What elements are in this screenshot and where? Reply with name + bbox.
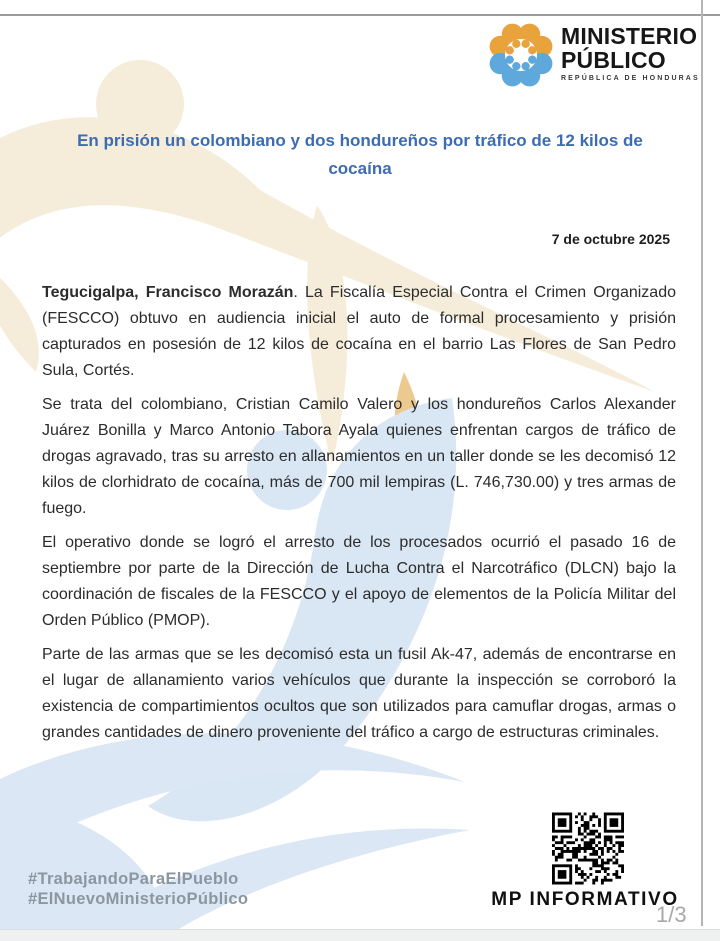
paragraph — [42, 392, 676, 522]
logo-name-line1: MINISTERIO — [561, 23, 698, 49]
page-indicator: 1/3 — [656, 902, 687, 927]
logo-wordmark — [561, 24, 700, 82]
logo-name-line2: PÚBLICO — [561, 47, 666, 73]
top-divider — [0, 14, 720, 16]
article-title: En prisión un colombiano y dos hondureños por tráfico de 12 kilos de cocaína — [77, 131, 643, 178]
paragraph-text: Parte de las armas que se les decomisó esta un fusil Ak-47, además de encontrarse en el lugar de allanamiento varios vehículos que durante la inspección se corroboró la existencia de compartimientos ocultos que son utilizados para camuflar drogas, armas o grandes cantidades de dinero proveniente del tráfico a cargo de estructuras criminales. — [42, 646, 676, 741]
paragraph — [42, 642, 676, 746]
paragraph-lead: Tegucigalpa, Francisco Morazán — [42, 284, 294, 301]
logo-emblem-icon — [486, 18, 556, 92]
mp-informativo-label: MP INFORMATIVO — [491, 889, 679, 910]
article-body — [42, 280, 676, 754]
qr-code-icon — [552, 810, 624, 887]
bottom-strip — [0, 929, 720, 941]
article-date: 7 de octubre 2025 — [551, 231, 670, 247]
hashtag: #ElNuevoMinisterioPúblico — [28, 890, 249, 908]
paragraph-text: . La Fiscalía Especial Contra el Crimen Organizado (FESCCO) obtuvo en audiencia inicial el auto de formal procesamiento y prisión capturados en posesión de 12 kilos de cocaína en el barrio Las Flores de San Pedro Sula, Cortés. — [42, 284, 677, 379]
footer-hashtags — [28, 869, 248, 909]
hashtag: #TrabajandoParaElPueblo — [28, 870, 239, 888]
paragraph — [42, 530, 676, 634]
ministerio-publico-logo — [486, 18, 700, 92]
paragraph-text: Se trata del colombiano, Cristian Camilo Valero y los hondureños Carlos Alexander Juárez Bonilla y Marco Antonio Tabora Ayala quienes enfrentan cargos de tráfico de drogas agravado, tras su arresto en allanamientos en un taller donde se les decomisó 12 kilos de clorhidrato de cocaína, más de 700 mil lempiras (L. 746,730.00) y tres armas de fuego. — [42, 396, 676, 517]
paragraph-text: El operativo donde se logró el arresto de los procesados ocurrió el pasado 16 de septiembre por parte de la Dirección de Lucha Contra el Narcotráfico (DLCN) bajo la coordinación de fiscales de la FESCCO y el apoyo de elementos de la Policía Militar del Orden Público (PMOP). — [42, 534, 676, 629]
logo-subtitle: REPÚBLICA DE HONDURAS — [561, 75, 700, 82]
paragraph — [42, 280, 676, 384]
right-border — [701, 0, 703, 926]
